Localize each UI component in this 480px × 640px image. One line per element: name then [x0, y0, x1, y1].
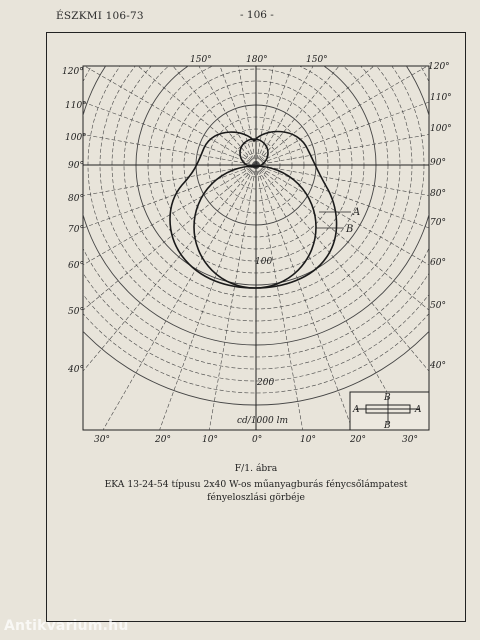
right-label: 80° — [430, 189, 446, 199]
grid-spoke — [0, 61, 256, 165]
right-label: 60° — [430, 258, 446, 268]
grid-spoke — [51, 165, 256, 640]
grid-spoke — [0, 0, 256, 165]
grid-spoke — [256, 165, 360, 640]
top-angle-labels — [190, 55, 328, 65]
unit-label: cd/1000 lm — [237, 416, 289, 426]
left-label: 80° — [68, 194, 84, 204]
top-label: 150° — [306, 55, 328, 65]
inset-label-left: A — [353, 405, 360, 415]
left-label: 100° — [65, 133, 87, 143]
right-label: 90° — [430, 158, 446, 168]
top-label: 150° — [190, 55, 212, 65]
left-label: 70° — [68, 225, 84, 235]
bottom-angle-labels — [94, 435, 418, 445]
grid-spoke — [256, 165, 480, 370]
value-label-200: 200 — [257, 378, 275, 388]
grid-spoke — [256, 61, 480, 165]
right-label: 110° — [430, 93, 452, 103]
grid-spoke — [256, 165, 480, 269]
right-label: 100° — [430, 124, 452, 134]
grid-spoke — [256, 0, 480, 165]
grid-spoke — [0, 0, 256, 165]
caption-line-2: fényeloszlási görbéje — [207, 492, 305, 503]
inset-label-right: A — [415, 405, 422, 415]
grid-spoke — [152, 165, 256, 640]
left-label: 110° — [65, 101, 87, 111]
watermark: Antikvarium.hu — [4, 618, 129, 634]
top-label: 180° — [246, 55, 268, 65]
curve-label-b: B — [346, 224, 354, 235]
grid-spoke — [0, 0, 256, 165]
grid-spoke — [256, 0, 461, 165]
right-label: 40° — [430, 361, 446, 371]
left-label: 60° — [68, 261, 84, 271]
grid-spoke — [256, 0, 480, 165]
inset-label-top: B — [384, 393, 391, 403]
grid-spoke — [0, 0, 256, 165]
grid-spoke — [0, 165, 256, 269]
bottom-label: 20° — [155, 435, 171, 445]
right-label: 120° — [428, 62, 450, 72]
caption-line-1: EKA 13-24-54 típusu 2x40 W-os műanyagburás fénycsőlámpatest — [104, 479, 408, 490]
grid-spoke — [0, 0, 256, 165]
inset-label-bottom: B — [384, 421, 391, 431]
left-label: 40° — [68, 365, 84, 375]
value-label-100: 100 — [255, 257, 273, 267]
left-label: 50° — [68, 307, 84, 317]
curve-b — [194, 166, 316, 288]
bottom-label: 10° — [300, 435, 316, 445]
bottom-label: 20° — [350, 435, 366, 445]
right-label: 70° — [430, 218, 446, 228]
grid-spoke — [0, 165, 256, 640]
right-label: 50° — [430, 301, 446, 311]
bottom-label: 0° — [252, 435, 263, 445]
right-angle-labels — [428, 62, 452, 371]
grid-spoke — [256, 0, 480, 165]
grid-spoke — [0, 165, 256, 370]
figure-number: F/1. ábra — [234, 463, 278, 474]
grid-spoke — [0, 165, 256, 465]
document-code: ÉSZKMI 106-73 — [56, 10, 144, 22]
page-number: - 106 - — [240, 9, 274, 21]
bottom-label: 30° — [402, 435, 418, 445]
bottom-label: 10° — [202, 435, 218, 445]
curve-label-a: A — [353, 207, 361, 218]
grid-spoke — [256, 0, 480, 165]
grid-spoke — [256, 0, 480, 165]
left-label: 90° — [68, 161, 84, 171]
bottom-label: 30° — [94, 435, 110, 445]
grid-spoke — [0, 165, 256, 625]
left-label: 120° — [62, 67, 84, 77]
